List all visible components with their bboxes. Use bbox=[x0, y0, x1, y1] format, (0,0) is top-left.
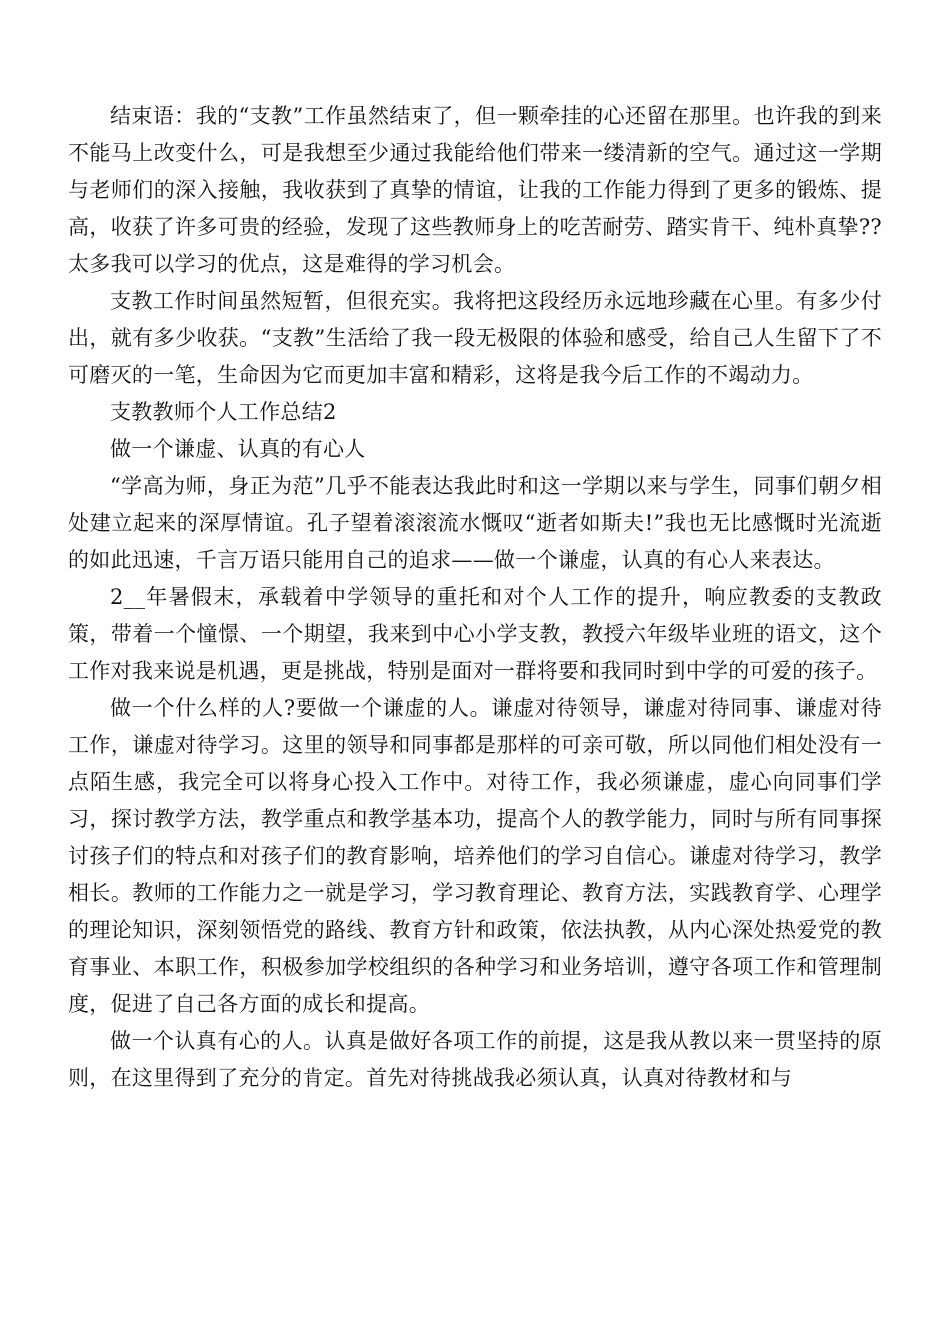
reflection-paragraph: 支教工作时间虽然短暂，但很充实。我将把这段经历永远地珍藏在心里。有多少付出，就有多少收获。“支教”生活给了我一段无极限的体验和感受，给自己人生留下了不可磨灭的一笔，生命因为它而更加丰富和精彩，这将是我今后工作的不竭动力。 bbox=[68, 289, 882, 387]
section-title: 支教教师个人工作总结2 bbox=[110, 400, 337, 424]
body-paragraph: 2__年暑假末，承载着中学领导的重托和对个人工作的提升，响应教委的支教政策，带着一个憧憬、一个期望，我来到中心小学支教，教授六年级毕业班的语文，这个工作对我来说是机遇，更是挑战，特别是面对一群将要和我同时到中学的可爱的孩子。 bbox=[68, 585, 882, 683]
document-body bbox=[68, 98, 882, 1097]
closing-paragraph: 结束语：我的“支教”工作虽然结束了，但一颗牵挂的心还留在那里。也许我的到来不能马上改变什么，可是我想至少通过我能给他们带来一缕清新的空气。通过这一学期与老师们的深入接触，我收获到了真挚的情谊，让我的工作能力得到了更多的锻炼、提高，收获了许多可贵的经验，发现了这些教师身上的吃苦耐劳、踏实肯干、纯朴真挚??太多我可以学习的优点，这是难得的学习机会。 bbox=[68, 104, 882, 276]
body-paragraph: 做一个什么样的人?要做一个谦虚的人。谦虚对待领导，谦虚对待同事、谦虚对待工作，谦虚对待学习。这里的领导和同事都是那样的可亲可敬，所以同他们相处没有一点陌生感，我完全可以将身心投入工作中。对待工作，我必须谦虚，虚心向同事们学习，探讨教学方法，教学重点和教学基本功，提高个人的教学能力，同时与所有同事探讨孩子们的特点和对孩子们的教育影响，培养他们的学习自信心。谦虚对待学习，教学相长。教师的工作能力之一就是学习，学习教育理论、教育方法，实践教育学、心理学的理论知识，深刻领悟党的路线、教育方针和政策，依法执教，从内心深处热爱党的教育事业、本职工作，积极参加学校组织的各种学习和业务培训，遵守各项工作和管理制度，促进了自己各方面的成长和提高。 bbox=[68, 696, 882, 1016]
body-paragraph: “学高为师，身正为范”几乎不能表达我此时和这一学期以来与学生，同事们朝夕相处建立起来的深厚情谊。孔子望着滚滚流水慨叹“逝者如斯夫!”我也无比感慨时光流逝的如此迅速，千言万语只能用自己的追求——做一个谦虚，认真的有心人来表达。 bbox=[68, 474, 882, 572]
body-paragraph: 做一个认真有心的人。认真是做好各项工作的前提，这是我从教以来一贯坚持的原则，在这里得到了充分的肯定。首先对待挑战我必须认真，认真对待教材和与 bbox=[68, 1029, 882, 1090]
section-subtitle: 做一个谦虚、认真的有心人 bbox=[110, 437, 366, 461]
